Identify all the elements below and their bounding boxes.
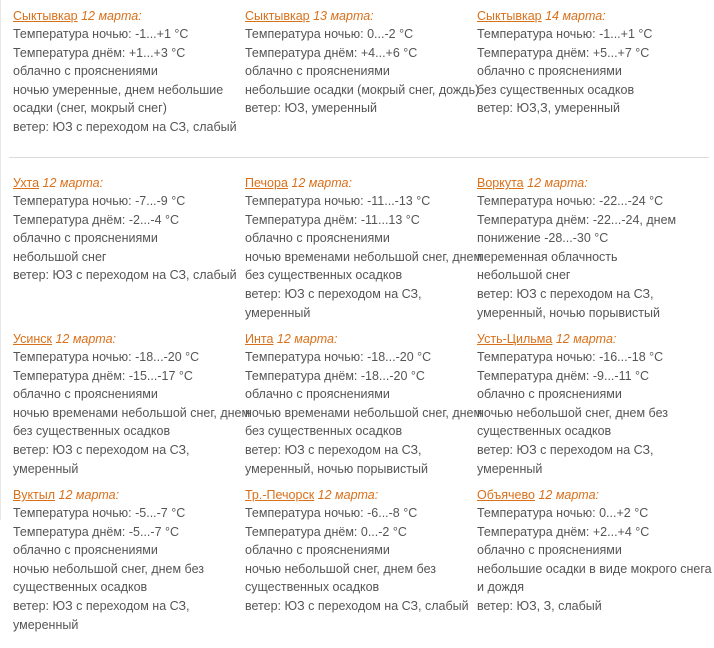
forecast-line: умеренный <box>13 461 79 476</box>
forecast-line: существенных осадков <box>245 580 380 595</box>
forecast-line: Температура ночью: -18...-20 °C <box>13 350 200 364</box>
forecast-line: без существенных осадков <box>245 424 403 439</box>
forecast-line: облачно с прояснениями <box>245 231 390 246</box>
forecast-date: 12 марта: <box>555 332 617 346</box>
forecast-date: 12 марта: <box>527 176 588 190</box>
forecast-line: Температура днём: -9...-11 °C <box>477 368 650 383</box>
forecast-line: понижение -28...-30 °C <box>477 231 609 246</box>
forecast-line: Температура днём: 0...-2 °C <box>245 524 407 539</box>
forecast-date: 12 марта: <box>317 488 379 502</box>
forecast-header <box>477 7 709 25</box>
section-divider <box>9 157 709 158</box>
forecast-line: небольшие осадки в виде мокрого снега <box>477 561 712 576</box>
forecast-block-ust-tsilma <box>477 330 709 478</box>
forecast-line: ночью временами небольшой снег, днем <box>13 405 251 420</box>
forecast-line: Температура днём: +4...+6 °C <box>245 45 418 60</box>
forecast-block-inta <box>245 330 483 478</box>
forecast-line: ночью небольшой снег, днем без <box>13 561 204 576</box>
forecast-block-ukhta <box>13 174 245 285</box>
city-link[interactable]: Усинск <box>13 332 52 346</box>
forecast-line: умеренный, ночью порывистый <box>245 461 428 476</box>
forecast-header <box>13 174 245 192</box>
city-link[interactable]: Ухта <box>13 176 40 190</box>
forecast-line: Температура ночью: -5...-7 °C <box>13 506 186 520</box>
city-link[interactable]: Сыктывкар <box>245 9 310 23</box>
forecast-line: ветер: ЮЗ, умеренный <box>245 101 377 116</box>
forecast-header <box>477 174 709 192</box>
forecast-line: ветер: ЮЗ с переходом на СЗ, <box>13 442 190 457</box>
forecast-line: Температура ночью: -16...-18 °C <box>477 350 664 364</box>
forecast-line: осадки (снег, мокрый снег) <box>13 101 167 116</box>
forecast-line: Температура ночью: 0...+2 °C <box>477 506 649 520</box>
forecast-header <box>477 486 709 504</box>
city-link[interactable]: Инта <box>245 332 274 346</box>
forecast-line: ветер: ЮЗ с переходом на СЗ, <box>245 442 422 457</box>
forecast-block-vorkuta <box>477 174 709 322</box>
city-link[interactable]: Сыктывкар <box>13 9 78 23</box>
forecast-block-tr-pechorsk <box>245 486 477 616</box>
forecast-line: умеренный <box>245 305 311 320</box>
forecast-date: 13 марта: <box>313 9 374 23</box>
forecast-header <box>245 330 477 348</box>
forecast-line: ночью небольшой снег, днем без <box>245 561 436 576</box>
forecast-line: Температура днём: -5...-7 °C <box>13 524 180 539</box>
forecast-line: Температура днём: -2...-4 °C <box>13 212 180 227</box>
forecast-date: 14 марта: <box>545 9 606 23</box>
forecast-header <box>245 174 477 192</box>
forecast-line: облачно с прояснениями <box>477 64 622 79</box>
forecast-line: ветер: ЮЗ,З, умеренный <box>477 101 620 116</box>
city-link[interactable]: Усть-Цильма <box>477 332 553 346</box>
forecast-line: ветер: ЮЗ с переходом на СЗ, слабый <box>13 119 237 134</box>
forecast-line: ветер: ЮЗ с переходом на СЗ, <box>245 286 422 301</box>
forecast-line: облачно с прояснениями <box>477 543 622 558</box>
forecast-line: Температура днём: -11...13 °C <box>245 212 420 227</box>
forecast-line: без существенных осадков <box>13 424 171 439</box>
forecast-line: облачно с прояснениями <box>245 64 390 79</box>
forecast-line: небольшой снег <box>477 268 571 283</box>
forecast-header <box>245 486 477 504</box>
forecast-line: облачно с прояснениями <box>477 387 622 402</box>
forecast-line: Температура ночью: -18...-20 °C <box>245 350 432 364</box>
forecast-line: умеренный <box>477 461 543 476</box>
forecast-line: небольшие осадки (мокрый снег, дождь) <box>245 82 480 97</box>
forecast-block-syktyvkar-14 <box>477 7 709 118</box>
forecast-line: Температура днём: +2...+4 °C <box>477 524 650 539</box>
forecast-line: ночью временами небольшой снег, днем <box>245 249 483 264</box>
forecast-line: Температура ночью: -1...+1 °C <box>13 27 189 41</box>
forecast-line: и дождя <box>477 580 524 595</box>
forecast-header <box>477 330 709 348</box>
forecast-header <box>13 7 245 25</box>
forecast-line: умеренный, ночью порывистый <box>477 305 660 320</box>
forecast-line: Температура днём: +1...+3 °C <box>13 45 186 60</box>
forecast-date: 12 марта: <box>538 488 599 502</box>
city-link[interactable]: Сыктывкар <box>477 9 542 23</box>
forecast-line: умеренный <box>13 617 79 632</box>
forecast-date: 12 марта: <box>81 9 142 23</box>
forecast-date: 12 марта: <box>58 488 120 502</box>
forecast-line: Температура ночью: -11...-13 °C <box>245 194 431 208</box>
forecast-line: облачно с прояснениями <box>13 231 158 246</box>
forecast-line: Температура ночью: 0...-2 °C <box>245 27 414 41</box>
forecast-line: Температура ночью: -1...+1 °C <box>477 27 653 41</box>
forecast-block-syktyvkar-13 <box>245 7 480 118</box>
forecast-line: ночью небольшой снег, днем без <box>477 405 668 420</box>
forecast-block-pechora <box>245 174 483 322</box>
forecast-line: Температура ночью: -22...-24 °C <box>477 194 664 208</box>
city-link[interactable]: Печора <box>245 176 288 190</box>
forecast-line: ночью временами небольшой снег, днем <box>245 405 483 420</box>
forecast-date: 12 марта: <box>55 332 116 346</box>
forecast-block-usinsk <box>13 330 251 478</box>
forecast-block-obyachevo <box>477 486 712 616</box>
forecast-line: без существенных осадков <box>245 268 403 283</box>
forecast-line: Температура ночью: -6...-8 °C <box>245 506 418 520</box>
forecast-line: ночью умеренные, днем небольшие <box>13 82 224 97</box>
forecast-line: облачно с прояснениями <box>13 543 158 558</box>
forecast-header <box>13 486 245 504</box>
forecast-line: ветер: ЮЗ с переходом на СЗ, слабый <box>13 268 237 283</box>
forecast-date: 12 марта: <box>276 332 338 346</box>
forecast-line: облачно с прояснениями <box>13 64 158 79</box>
forecast-line: ветер: ЮЗ с переходом на СЗ, слабый <box>245 598 469 613</box>
city-link[interactable]: Тр.-Печорск <box>245 488 315 502</box>
forecast-line: Температура днём: +5...+7 °C <box>477 45 650 60</box>
forecast-header <box>245 7 477 25</box>
forecast-line: небольшой снег <box>13 249 107 264</box>
forecast-line: облачно с прояснениями <box>13 387 158 402</box>
city-link[interactable]: Вуктыл <box>13 488 56 502</box>
forecast-line: существенных осадков <box>477 424 612 439</box>
left-edge-line <box>0 0 1 520</box>
forecast-line: Температура днём: -22...-24, днем <box>477 212 677 227</box>
forecast-line: без существенных осадков <box>477 82 635 97</box>
forecast-line: ветер: ЮЗ с переходом на СЗ, <box>477 286 654 301</box>
forecast-line: Температура днём: -15...-17 °C <box>13 368 193 383</box>
forecast-line: Температура днём: -18...-20 °C <box>245 368 425 383</box>
forecast-line: облачно с прояснениями <box>245 543 390 558</box>
forecast-line: ветер: ЮЗ с переходом на СЗ, <box>477 442 654 457</box>
forecast-header <box>13 330 245 348</box>
forecast-date: 12 марта: <box>291 176 352 190</box>
forecast-line: ветер: ЮЗ с переходом на СЗ, <box>13 598 190 613</box>
forecast-line: облачно с прояснениями <box>245 387 390 402</box>
forecast-date: 12 марта: <box>42 176 104 190</box>
forecast-block-vuktyl <box>13 486 245 634</box>
forecast-line: Температура ночью: -7...-9 °C <box>13 194 186 208</box>
forecast-block-syktyvkar-12 <box>13 7 245 137</box>
forecast-line: существенных осадков <box>13 580 148 595</box>
forecast-line: переменная облачность <box>477 249 618 264</box>
city-link[interactable]: Объячево <box>477 488 535 502</box>
forecast-line: ветер: ЮЗ, З, слабый <box>477 598 602 613</box>
city-link[interactable]: Воркута <box>477 176 524 190</box>
